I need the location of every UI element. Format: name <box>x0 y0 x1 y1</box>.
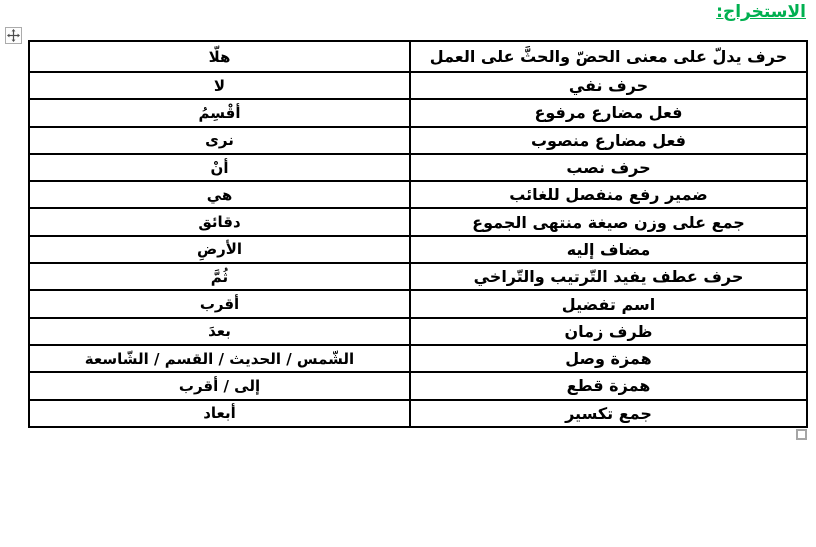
grammar-label-cell[interactable]: جمع على وزن صيغة منتهى الجموع <box>410 208 807 235</box>
extracted-word-cell[interactable]: أقْسِمُ <box>29 99 410 126</box>
grammar-label-cell[interactable]: فعل مضارع منصوب <box>410 127 807 154</box>
grammar-label-cell[interactable]: حرف عطف يفيد التّرتيب والتّراخي <box>410 263 807 290</box>
extracted-word-cell[interactable]: هلّا <box>29 41 410 72</box>
extracted-word-cell[interactable]: بعدَ <box>29 318 410 345</box>
table-row <box>29 345 807 372</box>
grammar-label-cell[interactable]: حرف نصب <box>410 154 807 181</box>
table-row <box>29 99 807 126</box>
grammar-label-cell[interactable]: مضاف إليه <box>410 236 807 263</box>
extracted-word-cell[interactable]: الشّمس / الحديث / القسم / الشّاسعة <box>29 345 410 372</box>
table-row <box>29 263 807 290</box>
extracted-word-cell[interactable]: لا <box>29 72 410 99</box>
extracted-word-cell[interactable]: دقائق <box>29 208 410 235</box>
extracted-word-cell[interactable]: إلى / أقرب <box>29 372 410 399</box>
table-row <box>29 400 807 427</box>
table-row <box>29 41 807 72</box>
page-title: الاستخراج: <box>716 2 806 22</box>
grammar-label-cell[interactable]: ظرف زمان <box>410 318 807 345</box>
extraction-table[interactable] <box>28 40 808 428</box>
grammar-label-cell[interactable]: فعل مضارع مرفوع <box>410 99 807 126</box>
extracted-word-cell[interactable]: أبعاد <box>29 400 410 427</box>
grammar-label-cell[interactable]: جمع تكسير <box>410 400 807 427</box>
grammar-label-cell[interactable]: حرف يدلّ على معنى الحضّ والحثَّ على العمل <box>410 41 807 72</box>
extracted-word-cell[interactable]: هي <box>29 181 410 208</box>
table-move-handle[interactable] <box>5 27 22 44</box>
table-row <box>29 290 807 317</box>
extracted-word-cell[interactable]: الأرضِ <box>29 236 410 263</box>
grammar-label-cell[interactable]: اسم تفضيل <box>410 290 807 317</box>
grammar-label-cell[interactable]: حرف نفي <box>410 72 807 99</box>
extracted-word-cell[interactable]: ثُمَّ <box>29 263 410 290</box>
table-row <box>29 127 807 154</box>
table-row <box>29 372 807 399</box>
extracted-word-cell[interactable]: نرى <box>29 127 410 154</box>
table-row <box>29 154 807 181</box>
table-row <box>29 181 807 208</box>
grammar-label-cell[interactable]: همزة قطع <box>410 372 807 399</box>
table-row <box>29 208 807 235</box>
table-row <box>29 236 807 263</box>
grammar-label-cell[interactable]: ضمير رفع منفصل للغائب <box>410 181 807 208</box>
table-move-handle-icon <box>7 29 20 42</box>
extracted-word-cell[interactable]: أنْ <box>29 154 410 181</box>
table-resize-handle[interactable] <box>796 429 807 440</box>
grammar-label-cell[interactable]: همزة وصل <box>410 345 807 372</box>
extracted-word-cell[interactable]: أقرب <box>29 290 410 317</box>
table-row <box>29 72 807 99</box>
table-row <box>29 318 807 345</box>
